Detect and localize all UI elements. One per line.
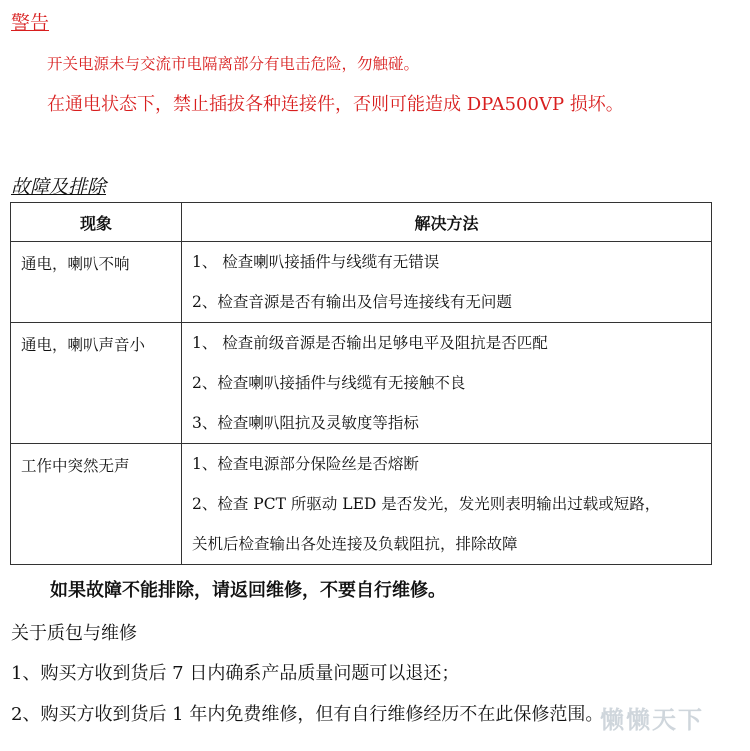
solution-line: 2、检查 PCT 所驱动 LED 是否发光，发光则表明输出过载或短路，	[192, 495, 661, 513]
symptom-cell: 工作中突然无声	[11, 444, 182, 565]
solution-cell	[182, 242, 712, 323]
solution-cell	[182, 323, 712, 444]
solution-line: 2、检查喇叭接插件与线缆有无接触不良	[192, 374, 466, 392]
symptom-cell: 通电，喇叭声音小	[11, 323, 182, 444]
warranty-item-1: 1、购买方收到货后 7 日内确系产品质量问题可以退还；	[11, 663, 460, 684]
warning-title: 警告	[11, 12, 50, 34]
table-row	[11, 242, 712, 323]
symptom-cell: 通电，喇叭不响	[11, 242, 182, 323]
header-symptom: 现象	[11, 203, 182, 242]
solution-cell	[182, 444, 712, 565]
warranty-title: 关于质包与维修	[11, 623, 137, 644]
warranty-item-2: 2、购买方收到货后 1 年内免费维修，但有自行维修经历不在此保修范围。	[11, 704, 604, 725]
solution-line: 3、检查喇叭阻抗及灵敏度等指标	[192, 414, 419, 432]
watermark-logo: 懒懒天下	[600, 706, 704, 734]
troubleshooting-table	[10, 202, 712, 565]
warning-line-2: 在通电状态下，禁止插拔各种连接件，否则可能造成 DPA500VP 损坏。	[47, 94, 624, 115]
solution-line: 1、检查电源部分保险丝是否熔断	[192, 455, 419, 473]
solution-line: 1、 检查喇叭接插件与线缆有无错误	[192, 253, 440, 271]
repair-note: 如果故障不能排除，请返回维修，不要自行维修。	[50, 580, 446, 601]
solution-line: 1、 检查前级音源是否输出足够电平及阻抗是否匹配	[192, 334, 548, 352]
warning-line-1: 开关电源未与交流市电隔离部分有电击危险，勿触碰。	[47, 55, 420, 73]
solution-line: 2、检查音源是否有输出及信号连接线有无问题	[192, 293, 512, 311]
solution-line: 关机后检查输出各处连接及负载阻抗，排除故障	[192, 535, 518, 553]
table-row	[11, 323, 712, 444]
header-solution: 解决方法	[182, 203, 712, 242]
troubleshooting-title: 故障及排除	[11, 176, 107, 198]
table-row	[11, 444, 712, 565]
table-header-row	[11, 203, 712, 242]
